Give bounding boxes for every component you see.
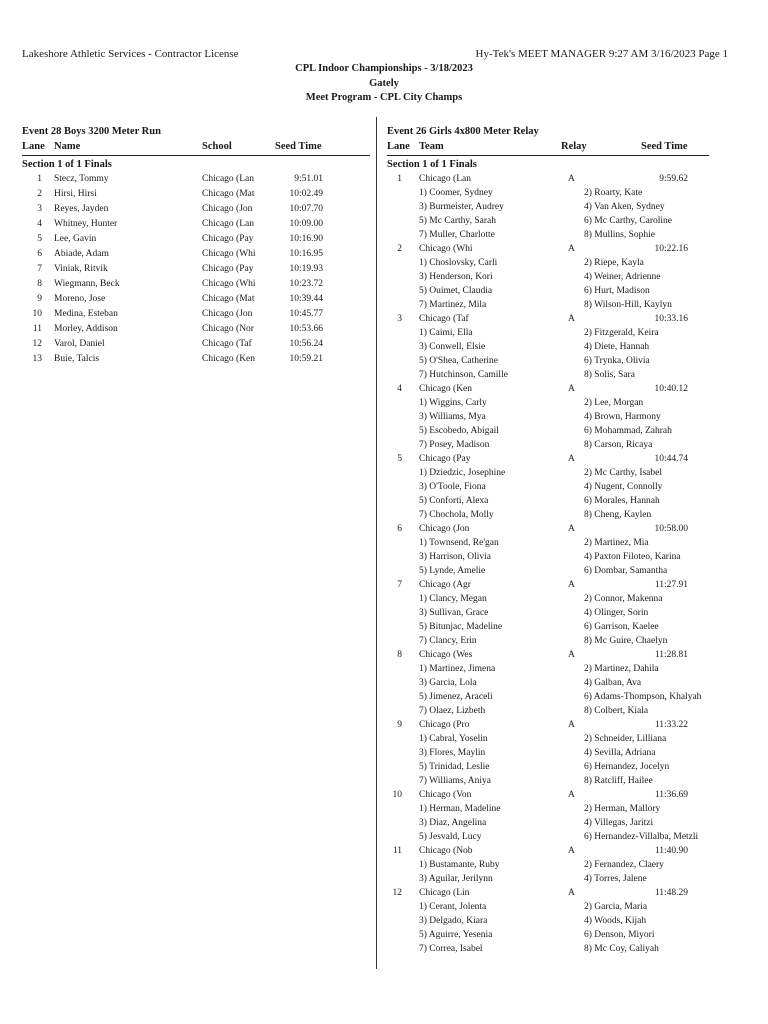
relay-member: 1) Choslovsky, Carli — [419, 258, 498, 268]
relay-member: 1) Clancy, Megan — [419, 594, 487, 604]
relay-member: 3) Aguilar, Jerilynn — [419, 874, 493, 884]
relay-member: 7) Hutchinson, Camille — [419, 370, 508, 380]
relay-letter: A — [568, 174, 575, 184]
header-relay: Relay — [561, 141, 587, 152]
meet-titles — [0, 62, 768, 106]
relay-team — [387, 522, 709, 578]
relay-member: 3) Henderson, Kori — [419, 272, 493, 282]
team-name: Chicago (Von — [419, 790, 472, 800]
relay-letter: A — [568, 888, 575, 898]
relay-member: 5) O'Shea, Catherine — [419, 356, 499, 366]
team-name: Chicago (Agr — [419, 580, 471, 590]
athlete-name: Moreno, Jose — [54, 294, 106, 304]
team-name: Chicago (Wes — [419, 650, 473, 660]
relay-member: 6) Garrison, Kaelee — [584, 622, 659, 632]
relay-member: 2) Mc Carthy, Isabel — [584, 468, 662, 478]
lane-number: 8 — [37, 279, 42, 289]
section-label: Section 1 of 1 Finals — [22, 159, 112, 170]
team-row — [387, 788, 709, 802]
relay-member: 3) Conwell, Elsie — [419, 342, 486, 352]
lane-number: 7 — [397, 580, 402, 590]
column-headers — [387, 140, 709, 156]
relay-letter: A — [568, 454, 575, 464]
entry-row — [22, 352, 370, 367]
seed-time: 10:22.16 — [654, 244, 688, 254]
relay-member: 1) Coomer, Sydney — [419, 188, 493, 198]
lane-number: 5 — [37, 234, 42, 244]
relay-member: 1) Herman, Madeline — [419, 804, 501, 814]
relay-member: 8) Mc Coy, Caliyah — [584, 944, 659, 954]
member-row — [387, 508, 709, 522]
header-team: Team — [419, 141, 444, 152]
athlete-name: Medina, Esteban — [54, 309, 118, 319]
school-name: Chicago (Whi — [202, 249, 256, 259]
member-row — [387, 200, 709, 214]
school-name: Chicago (Mat — [202, 294, 255, 304]
seed-time: 10:58.00 — [654, 524, 688, 534]
athlete-name: Whitney, Hunter — [54, 219, 118, 229]
athlete-name: Hirsi, Hirsi — [54, 189, 97, 199]
relay-letter: A — [568, 244, 575, 254]
relay-team — [387, 452, 709, 522]
relay-member: 1) Cabral, Yoselin — [419, 734, 488, 744]
entry-row — [22, 322, 370, 337]
member-row — [387, 284, 709, 298]
seed-time: 10:56.24 — [289, 339, 323, 349]
member-row — [387, 424, 709, 438]
relay-member: 4) Nugent, Connolly — [584, 482, 663, 492]
relay-member: 3) Garcia, Lola — [419, 678, 477, 688]
relay-member: 3) Sullivan, Grace — [419, 608, 489, 618]
member-row — [387, 606, 709, 620]
relay-member: 6) Hurt, Madison — [584, 286, 650, 296]
school-name: Chicago (Lan — [202, 219, 254, 229]
relay-member: 1) Dziedzic, Josephine — [419, 468, 506, 478]
license-text: Lakeshore Athletic Services - Contractor License — [22, 48, 239, 60]
team-row — [387, 312, 709, 326]
school-name: Chicago (Lan — [202, 174, 254, 184]
relay-member: 4) Woods, Kijah — [584, 916, 647, 926]
member-row — [387, 816, 709, 830]
relay-team — [387, 844, 709, 886]
relay-member: 3) Delgado, Kiara — [419, 916, 488, 926]
team-row — [387, 382, 709, 396]
school-name: Chicago (Jon — [202, 309, 253, 319]
team-name: Chicago (Lin — [419, 888, 470, 898]
team-row — [387, 522, 709, 536]
event-title: Event 28 Boys 3200 Meter Run — [22, 126, 161, 137]
member-row — [387, 410, 709, 424]
seed-time: 10:16.95 — [289, 249, 323, 259]
header-seed-time: Seed Time — [275, 141, 322, 152]
entry-row — [22, 232, 370, 247]
relay-member: 1) Bustamante, Ruby — [419, 860, 500, 870]
header-lane: Lane — [22, 141, 45, 152]
member-row — [387, 704, 709, 718]
school-name: Chicago (Whi — [202, 279, 256, 289]
event-title: Event 26 Girls 4x800 Meter Relay — [387, 126, 539, 137]
seed-time: 10:40.12 — [654, 384, 688, 394]
member-row — [387, 256, 709, 270]
seed-time: 10:39.44 — [289, 294, 323, 304]
relay-member: 8) Cheng, Kaylen — [584, 510, 652, 520]
relay-team — [387, 788, 709, 844]
member-row — [387, 592, 709, 606]
relay-member: 1) Caimi, Ella — [419, 328, 473, 338]
member-row — [387, 466, 709, 480]
column-headers — [22, 140, 370, 156]
seed-time: 11:36.69 — [654, 790, 688, 800]
member-row — [387, 620, 709, 634]
member-row — [387, 326, 709, 340]
relay-member: 4) Van Aken, Sydney — [584, 202, 665, 212]
relay-team — [387, 382, 709, 452]
seed-time: 10:16.90 — [289, 234, 323, 244]
relay-member: 7) Chochola, Molly — [419, 510, 494, 520]
member-row — [387, 690, 709, 704]
seed-time: 11:27.91 — [654, 580, 688, 590]
header-name: Name — [54, 141, 81, 152]
lane-number: 11 — [392, 846, 402, 856]
relay-letter: A — [568, 720, 575, 730]
relay-member: 1) Wiggins, Carly — [419, 398, 487, 408]
school-name: Chicago (Jon — [202, 204, 253, 214]
relay-letter: A — [568, 846, 575, 856]
relay-member: 2) Fitzgerald, Keira — [584, 328, 659, 338]
relay-letter: A — [568, 790, 575, 800]
team-name: Chicago (Lan — [419, 174, 471, 184]
seed-time: 10:07.70 — [289, 204, 323, 214]
member-row — [387, 802, 709, 816]
relay-member: 6) Hernandez, Jocelyn — [584, 762, 670, 772]
member-row — [387, 340, 709, 354]
team-name: Chicago (Pro — [419, 720, 470, 730]
athlete-name: Morley, Addison — [54, 324, 118, 334]
team-row — [387, 886, 709, 900]
seed-time: 9:51.01 — [294, 174, 323, 184]
relay-member: 5) Bitunjac, Madeline — [419, 622, 503, 632]
school-name: Chicago (Ken — [202, 354, 256, 364]
relay-member: 3) Harrison, Olivia — [419, 552, 492, 562]
member-row — [387, 270, 709, 284]
member-row — [387, 746, 709, 760]
lane-number: 4 — [397, 384, 402, 394]
entry-row — [22, 337, 370, 352]
relay-team — [387, 578, 709, 648]
relay-member: 1) Townsend, Re'gan — [419, 538, 499, 548]
relay-member: 3) Burmeister, Audrey — [419, 202, 504, 212]
member-row — [387, 368, 709, 382]
relay-member: 3) Williams, Mya — [419, 412, 486, 422]
entry-row — [22, 292, 370, 307]
relay-member: 2) Herman, Mallory — [584, 804, 661, 814]
member-row — [387, 438, 709, 452]
athlete-name: Abiade, Adam — [54, 249, 109, 259]
relay-member: 4) Torres, Jalene — [584, 874, 647, 884]
school-name: Chicago (Pay — [202, 264, 254, 274]
relay-letter: A — [568, 580, 575, 590]
team-row — [387, 648, 709, 662]
relay-member: 4) Diete, Hannah — [584, 342, 650, 352]
relay-letter: A — [568, 384, 575, 394]
member-row — [387, 676, 709, 690]
seed-time: 11:28.81 — [654, 650, 688, 660]
team-row — [387, 242, 709, 256]
relay-member: 8) Mullins, Sophie — [584, 230, 655, 240]
entry-row — [22, 307, 370, 322]
relay-member: 8) Carson, Ricaya — [584, 440, 653, 450]
seed-time: 10:44.74 — [654, 454, 688, 464]
member-row — [387, 536, 709, 550]
relay-member: 7) Williams, Aniya — [419, 776, 492, 786]
lane-number: 9 — [37, 294, 42, 304]
entry-row — [22, 217, 370, 232]
member-row — [387, 760, 709, 774]
entry-row — [22, 262, 370, 277]
team-row — [387, 452, 709, 466]
column-divider — [376, 117, 377, 969]
relay-member: 8) Solis, Sara — [584, 370, 635, 380]
relay-member: 2) Connor, Makenna — [584, 594, 663, 604]
team-row — [387, 844, 709, 858]
relay-member: 3) O'Toole, Fiona — [419, 482, 486, 492]
relay-member: 5) Jimenez, Araceli — [419, 692, 493, 702]
event-26-column — [387, 124, 709, 956]
entry-row — [22, 277, 370, 292]
seed-time: 10:23.72 — [289, 279, 323, 289]
relay-member: 8) Ratcliff, Hailee — [584, 776, 653, 786]
member-row — [387, 900, 709, 914]
seed-time: 11:40.90 — [654, 846, 688, 856]
relay-member: 3) Diaz, Angelina — [419, 818, 487, 828]
member-row — [387, 774, 709, 788]
entry-list — [22, 172, 370, 367]
member-row — [387, 914, 709, 928]
seed-time: 10:53.66 — [289, 324, 323, 334]
lane-number: 5 — [397, 454, 402, 464]
relay-member: 4) Sevilla, Adriana — [584, 748, 656, 758]
lane-number: 2 — [37, 189, 42, 199]
relay-member: 2) Lee, Morgan — [584, 398, 644, 408]
school-name: Chicago (Mat — [202, 189, 255, 199]
relay-member: 6) Morales, Hannah — [584, 496, 660, 506]
relay-member: 5) Jesvald, Lucy — [419, 832, 482, 842]
lane-number: 10 — [392, 790, 402, 800]
athlete-name: Wiegmann, Beck — [54, 279, 120, 289]
relay-member: 1) Cerant, Jolenta — [419, 902, 487, 912]
relay-member: 4) Galban, Ava — [584, 678, 642, 688]
member-row — [387, 830, 709, 844]
entry-row — [22, 172, 370, 187]
lane-number: 13 — [32, 354, 42, 364]
relay-member: 4) Olinger, Sorin — [584, 608, 649, 618]
member-row — [387, 928, 709, 942]
relay-member: 6) Hernandez-Villalba, Metzli — [584, 832, 699, 842]
relay-member: 8) Colbert, Kiala — [584, 706, 649, 716]
seed-time: 11:48.29 — [654, 888, 688, 898]
software-stamp: Hy-Tek's MEET MANAGER 9:27 AM 3/16/2023 Page 1 — [475, 48, 728, 60]
relay-member: 3) Flores, Maylin — [419, 748, 486, 758]
relay-member: 5) Trinidad, Leslie — [419, 762, 490, 772]
relay-member: 5) Ouimet, Claudia — [419, 286, 493, 296]
lane-number: 9 — [397, 720, 402, 730]
team-row — [387, 718, 709, 732]
athlete-name: Stecz, Tommy — [54, 174, 109, 184]
team-name: Chicago (Pay — [419, 454, 471, 464]
athlete-name: Lee, Gavin — [54, 234, 97, 244]
relay-member: 7) Clancy, Erin — [419, 636, 477, 646]
member-row — [387, 732, 709, 746]
entry-row — [22, 187, 370, 202]
member-row — [387, 494, 709, 508]
athlete-name: Varol, Daniel — [54, 339, 105, 349]
lane-number: 11 — [32, 324, 42, 334]
relay-member: 6) Trynka, Olivia — [584, 356, 650, 366]
relay-member: 2) Roarty, Kate — [584, 188, 643, 198]
lane-number: 10 — [32, 309, 42, 319]
relay-member: 6) Denson, Miyori — [584, 930, 655, 940]
relay-member: 2) Garcia, Maria — [584, 902, 648, 912]
relay-team — [387, 718, 709, 788]
event-28-column — [22, 124, 370, 367]
member-row — [387, 396, 709, 410]
seed-time: 10:09.00 — [289, 219, 323, 229]
relay-member: 4) Weiner, Adrienne — [584, 272, 661, 282]
team-name: Chicago (Taf — [419, 314, 469, 324]
relay-member: 1) Martinez, Jimena — [419, 664, 496, 674]
relay-letter: A — [568, 314, 575, 324]
meet-title: CPL Indoor Championships - 3/18/2023 — [295, 63, 473, 74]
athlete-name: Buie, Talcis — [54, 354, 100, 364]
member-row — [387, 550, 709, 564]
member-row — [387, 942, 709, 956]
athlete-name: Viniak, Ritvik — [54, 264, 108, 274]
relay-member: 2) Martinez, Dahila — [584, 664, 659, 674]
seed-time: 10:45.77 — [289, 309, 323, 319]
relay-team — [387, 886, 709, 956]
relay-member: 8) Mc Guire, Chaelyn — [584, 636, 668, 646]
lane-number: 12 — [392, 888, 402, 898]
seed-time: 11:33.22 — [654, 720, 688, 730]
relay-team — [387, 242, 709, 312]
relay-member: 2) Fernandez, Claery — [584, 860, 664, 870]
relay-member: 5) Conforti, Alexa — [419, 496, 489, 506]
relay-member: 2) Riepe, Kayla — [584, 258, 644, 268]
meet-venue: Gately — [369, 77, 399, 89]
member-row — [387, 186, 709, 200]
lane-number: 3 — [397, 314, 402, 324]
relay-member: 4) Brown, Harmony — [584, 412, 661, 422]
relay-team — [387, 648, 709, 718]
lane-number: 1 — [37, 174, 42, 184]
lane-number: 8 — [397, 650, 402, 660]
team-row — [387, 578, 709, 592]
seed-time: 10:02.49 — [289, 189, 323, 199]
relay-member: 5) Escobedo, Abigail — [419, 426, 499, 436]
relay-member: 2) Schneider, Lilliana — [584, 734, 667, 744]
relay-team-list — [387, 172, 709, 956]
relay-member: 5) Lynde, Amelie — [419, 566, 486, 576]
seed-time: 9:59.62 — [659, 174, 688, 184]
relay-member: 7) Muller, Charlotte — [419, 230, 495, 240]
lane-number: 2 — [397, 244, 402, 254]
team-name: Chicago (Nob — [419, 846, 473, 856]
team-row — [387, 172, 709, 186]
relay-member: 4) Villegas, Jaritzi — [584, 818, 654, 828]
header-seed-time: Seed Time — [641, 141, 688, 152]
member-row — [387, 662, 709, 676]
lane-number: 6 — [37, 249, 42, 259]
section-label: Section 1 of 1 Finals — [387, 159, 477, 170]
seed-time: 10:59.21 — [289, 354, 323, 364]
relay-member: 2) Martinez, Mia — [584, 538, 649, 548]
team-name: Chicago (Jon — [419, 524, 470, 534]
member-row — [387, 564, 709, 578]
relay-member: 4) Paxton Filoteo, Karina — [584, 552, 681, 562]
member-row — [387, 214, 709, 228]
relay-member: 7) Correa, Isabel — [419, 944, 483, 954]
school-name: Chicago (Taf — [202, 339, 252, 349]
relay-team — [387, 172, 709, 242]
relay-member: 6) Mc Carthy, Caroline — [584, 216, 673, 226]
school-name: Chicago (Nor — [202, 324, 254, 334]
header-school: School — [202, 141, 232, 152]
seed-time: 10:33.16 — [654, 314, 688, 324]
relay-member: 6) Adams-Thompson, Khalyah — [584, 692, 702, 702]
relay-member: 7) Olaez, Lizbeth — [419, 706, 486, 716]
relay-member: 8) Wilson-Hill, Kaylyn — [584, 300, 672, 310]
lane-number: 7 — [37, 264, 42, 274]
relay-team — [387, 312, 709, 382]
lane-number: 4 — [37, 219, 42, 229]
relay-letter: A — [568, 524, 575, 534]
lane-number: 6 — [397, 524, 402, 534]
athlete-name: Reyes, Jayden — [54, 204, 109, 214]
member-row — [387, 480, 709, 494]
seed-time: 10:19.93 — [289, 264, 323, 274]
lane-number: 3 — [37, 204, 42, 214]
relay-member: 6) Mohammad, Zahrah — [584, 426, 672, 436]
entry-row — [22, 202, 370, 217]
relay-member: 5) Mc Carthy, Sarah — [419, 216, 496, 226]
member-row — [387, 858, 709, 872]
relay-member: 5) Aguirre, Yesenia — [419, 930, 493, 940]
relay-letter: A — [568, 650, 575, 660]
entry-row — [22, 247, 370, 262]
lane-number: 1 — [397, 174, 402, 184]
header-lane: Lane — [387, 141, 410, 152]
relay-member: 6) Dombar, Samantha — [584, 566, 668, 576]
meet-program-title: Meet Program - CPL City Champs — [305, 92, 463, 103]
school-name: Chicago (Pay — [202, 234, 254, 244]
team-name: Chicago (Ken — [419, 384, 473, 394]
member-row — [387, 354, 709, 368]
lane-number: 12 — [32, 339, 42, 349]
member-row — [387, 298, 709, 312]
member-row — [387, 872, 709, 886]
member-row — [387, 228, 709, 242]
relay-member: 7) Posey, Madison — [419, 440, 490, 450]
relay-member: 7) Martinez, Mila — [419, 300, 487, 310]
member-row — [387, 634, 709, 648]
team-name: Chicago (Whi — [419, 244, 473, 254]
